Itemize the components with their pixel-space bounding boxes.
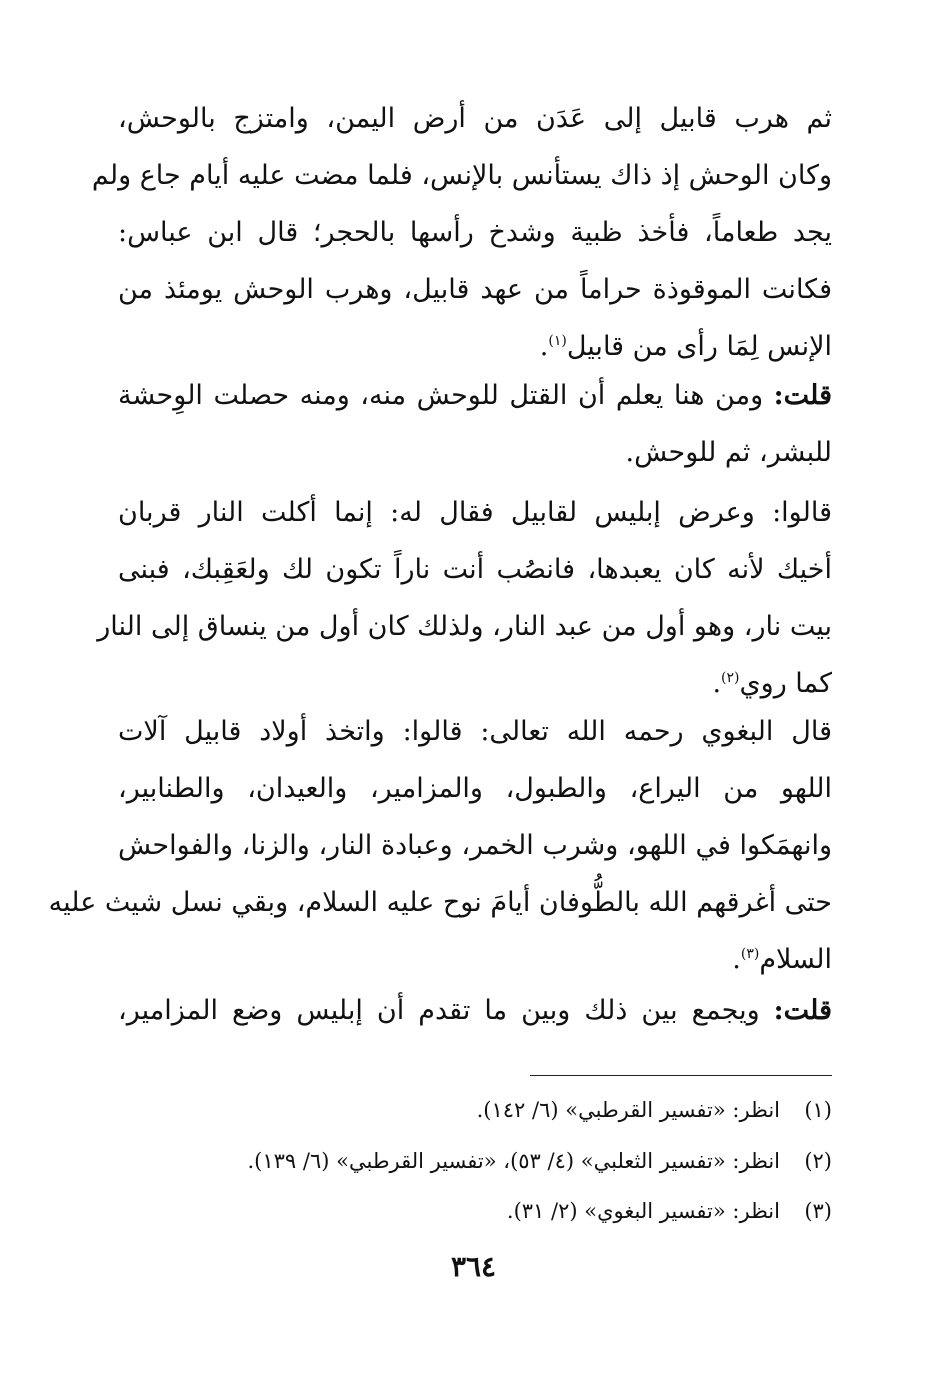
line-end: . xyxy=(539,331,549,362)
footnote-number: (١) xyxy=(804,1098,832,1122)
paragraph-1 xyxy=(91,90,832,375)
line-text: ومن هنا يعلم أن القتل للوحش منه، ومنه حصلت الوِحشة xyxy=(118,380,774,411)
footnote xyxy=(150,1085,832,1135)
page-number: ٣٦٤ xyxy=(450,1250,497,1283)
footnote-ref: (١) xyxy=(548,333,567,349)
text-line: بيت نار، وهو أول من عبد النار، ولذلك كان أول من ينساق إلى النار xyxy=(97,611,832,642)
text-line xyxy=(118,367,832,424)
footnote-ref: (٣) xyxy=(740,946,760,962)
line-text: السلام xyxy=(759,944,832,975)
line-text: كما روي xyxy=(739,668,832,699)
text-line: وكان الوحش إذ ذاك يستأنس بالإنس، فلما مضت عليه أيام جاع ولم xyxy=(91,160,832,191)
line-text: ويجمع بين ذلك وبين ما تقدم أن إبليس وضع المزامير، xyxy=(118,995,774,1026)
text-line xyxy=(118,982,832,1039)
footnote-divider xyxy=(530,1075,832,1076)
footnote xyxy=(150,1186,832,1236)
footnote-number: (٢) xyxy=(804,1149,832,1173)
text-line: قالوا: وعرض إبليس لقابيل فقال له: إنما أكلت النار قربان xyxy=(118,497,832,528)
paragraph-2 xyxy=(118,367,832,481)
paragraph-4 xyxy=(48,703,832,988)
text-line: اللهو من اليراع، والطبول، والمزامير، والعيدان، والطنابير، xyxy=(118,773,832,804)
footnote xyxy=(150,1136,832,1186)
text-line: للبشر، ثم للوحش. xyxy=(625,437,832,468)
line-end: . xyxy=(712,668,722,699)
paragraph-lead: قلت: xyxy=(773,380,832,411)
text-line: أخيك لأنه كان يعبدها، فانصُب أنت ناراً تكون لك ولعَقِبك، فبنى xyxy=(118,554,832,585)
footnote-text: انظر: «تفسير القرطبي» (٦/ ١٤٢). xyxy=(476,1098,780,1122)
footnote-number: (٣) xyxy=(804,1199,832,1223)
text-line: فكانت الموقوذة حراماً من عهد قابيل، وهرب الوحش يومئذ من xyxy=(118,274,832,305)
paragraph-5 xyxy=(118,982,832,1039)
paragraph-lead: قلت: xyxy=(773,995,832,1026)
line-text: الإنس لِمَا رأى من قابيل xyxy=(566,331,832,362)
footnote-text: انظر: «تفسير الثعلبي» (٤/ ٥٣)، «تفسير القرطبي» (٦/ ١٣٩). xyxy=(247,1149,780,1173)
text-line xyxy=(118,931,832,988)
line-end: . xyxy=(732,944,741,975)
text-line: ثم هرب قابيل إلى عَدَن من أرض اليمن، وامتزج بالوحش، xyxy=(118,103,832,134)
footnote-ref: (٢) xyxy=(721,670,740,686)
text-line: وانهمَكوا في اللهو، وشرب الخمر، وعبادة النار، والزنا، والفواحش xyxy=(118,830,832,861)
text-line: قال البغوي رحمه الله تعالى: قالوا: واتخذ أولاد قابيل آلات xyxy=(118,716,832,747)
text-line: يجد طعاماً، فأخذ ظبية وشدخ رأسها بالحجر؛ قال ابن عباس: xyxy=(118,217,832,248)
paragraph-3 xyxy=(97,484,832,712)
text-line: حتى أغرقهم الله بالطُّوفان أيامَ نوح عليه السلام، وبقي نسل شيث عليه xyxy=(48,887,832,918)
footnote-text: انظر: «تفسير البغوي» (٢/ ٣١). xyxy=(506,1199,780,1223)
